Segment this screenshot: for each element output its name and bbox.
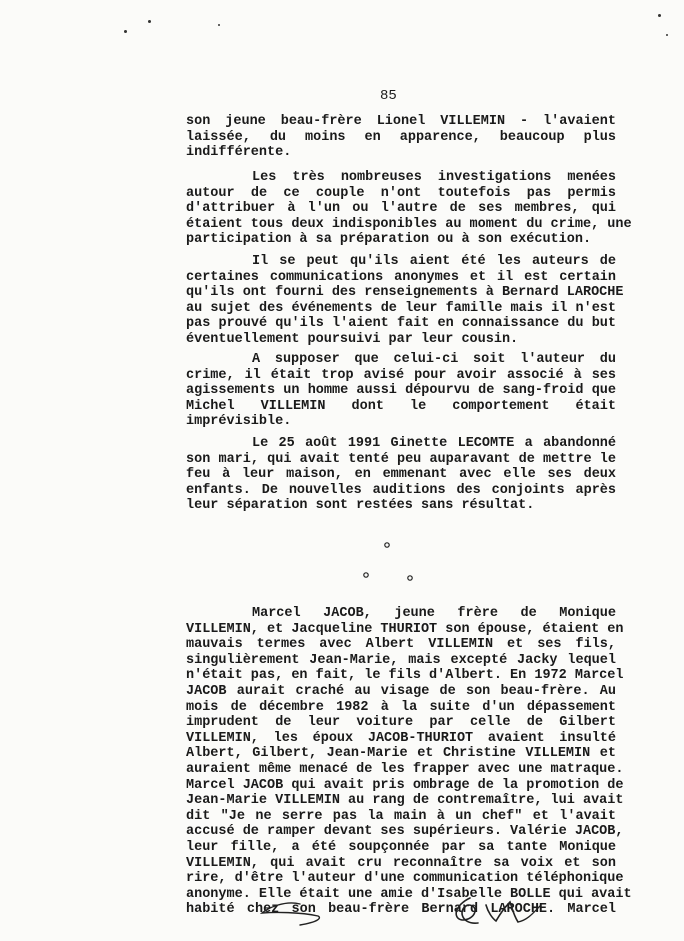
text-line: dit "Je ne serre pas la main à un chef" et l'avait (186, 808, 616, 824)
text-line: son mari, qui avait tenté peu auparavant de mettre le (186, 451, 616, 467)
text-line: d'attribuer à l'un ou l'autre de ses membres, qui (186, 201, 616, 217)
initial-stroke (456, 898, 478, 923)
text-line: étaient tous deux indisponibles au moment du crime, une (186, 216, 632, 232)
text-line: n'était pas, en fait, le fils d'Albert. En 1972 Marcel (186, 668, 624, 684)
text-line: autour de ce couple n'ont toutefois pas permis (186, 185, 616, 201)
text-line: Les très nombreuses investigations menées (252, 170, 616, 185)
text-line: laissée, du moins en apparence, beaucoup plus (186, 129, 616, 145)
text-line: VILLEMIN, les époux JACOB-THURIOT avaient insulté (186, 730, 616, 746)
initial-stroke (262, 903, 319, 925)
text-line: accusé de ramper devant ses supérieurs. Valérie JACOB, (186, 824, 624, 840)
text-line: pas prouvé qu'ils l'aient fait en connaissance du but (186, 316, 616, 332)
text-line: rire, d'être l'auteur d'une communication téléphonique (186, 871, 624, 887)
page-number: 85 (380, 88, 397, 104)
text-line: leur fille, a été soupçonnée par sa tante Monique (186, 839, 616, 855)
text-line: VILLEMIN, et Jacqueline THURIOT son épouse, étaient en (186, 621, 624, 637)
text-line: feu à leur maison, en emmenant avec elle ses deux (186, 467, 616, 483)
text-line: au sujet des événements de leur famille mais il n'est (186, 300, 616, 316)
text-line: agissements un homme aussi dépourvu de sang-froid que (186, 383, 616, 399)
initial-stroke (486, 902, 518, 922)
text-line: habité chez son beau-frère Bernard LAROCHE. Marcel (186, 902, 616, 918)
text-line: VILLEMIN, qui avait cru reconnaître sa voix et son (186, 855, 616, 871)
initial-stroke (518, 906, 540, 922)
text-line: Il se peut qu'ils aient été les auteurs de (252, 254, 616, 269)
text-line: enfants. De nouvelles auditions des conjoints après (186, 482, 616, 498)
text-line: Albert, Gilbert, Jean-Marie et Christine VILLEMIN et (186, 746, 616, 762)
text-line: participation à sa préparation ou à son exécution. (186, 232, 592, 248)
text-line: auraient même menacé de les frapper avec une matraque. (186, 761, 624, 777)
text-line: JACOB aurait craché au visage de son beau-frère. Au (186, 683, 616, 699)
text-line: Michel VILLEMIN dont le comportement était (186, 398, 616, 414)
text-line: Le 25 août 1991 Ginette LECOMTE a abandonné (252, 436, 616, 451)
text-line: Jean-Marie VILLEMIN au rang de contremaître, lui avait (186, 793, 624, 809)
text-line: mauvais termes avec Albert VILLEMIN et ses fils, (186, 637, 616, 653)
text-line: crime, il était trop avisé pour avoir associé à ses (186, 367, 616, 383)
text-line: singulièrement Jean-Marie, mais excepté Jacky lequel (186, 652, 616, 668)
text-line: son jeune beau-frère Lionel VILLEMIN - l'avaient (186, 114, 616, 129)
text-line: Marcel JACOB, jeune frère de Monique (252, 606, 616, 621)
text-line: éventuellement poursuivi par leur cousin. (186, 331, 519, 347)
text-line: A supposer que celui-ci soit l'auteur du (252, 352, 616, 367)
text-line: imprudent de leur voiture par celle de Gilbert (186, 715, 616, 731)
text-line: leur séparation sont restées sans résultat. (186, 498, 535, 514)
text-line: anonyme. Elle était une amie d'Isabelle BOLLE qui avait (186, 886, 632, 902)
text-line: indifférente. (186, 145, 292, 161)
text-line: qu'ils ont fourni des renseignements à Bernard LAROCHE (186, 285, 624, 301)
text-line: certaines communications anonymes et il est certain (186, 269, 616, 285)
text-line: Marcel JACOB qui avait pris ombrage de la promotion de (186, 777, 624, 793)
text-line: mois de décembre 1982 à la suite d'un dépassement (186, 699, 616, 715)
text-line: imprévisible. (186, 414, 292, 430)
